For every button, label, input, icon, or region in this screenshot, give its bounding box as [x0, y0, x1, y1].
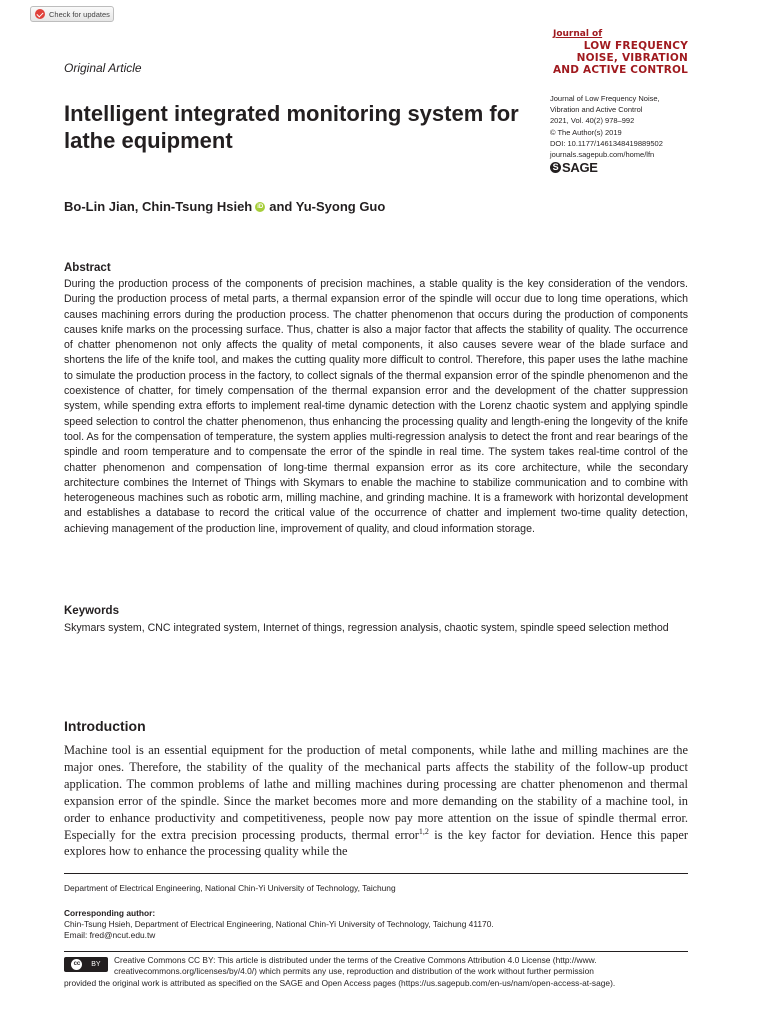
orcid-icon[interactable]: iD	[257, 203, 264, 210]
article-type: Original Article	[64, 61, 142, 75]
journal-logo	[553, 28, 688, 76]
corresponding-heading: Corresponding author:	[64, 908, 156, 918]
journal-logo-of: Journal of	[552, 29, 603, 39]
journal-logo-line3: AND ACTIVE CONTROL	[552, 64, 688, 76]
check-for-updates-button[interactable]	[30, 6, 114, 22]
corresponding-email[interactable]: Email: fred@ncut.edu.tw	[64, 930, 156, 940]
introduction-heading: Introduction	[64, 718, 146, 734]
paper-title: Intelligent integrated monitoring system for lathe equipment	[64, 101, 519, 153]
journal-logo-line2: NOISE, VIBRATION	[576, 52, 688, 64]
check-circle-icon	[35, 9, 45, 19]
meta-volume: 2021, Vol. 40(2) 978–992	[550, 116, 635, 126]
author-list	[64, 199, 385, 214]
check-for-updates-label: Check for updates	[49, 9, 110, 19]
journal-meta	[550, 93, 663, 176]
abstract-text: During the production process of the components of precision machines, a stable quality is the key consideration of the vendors. During the production process of metal parts, a thermal expansion error of the spindle will occur due to long time operations, which causes machining errors during the production process. The chatter phenomenon that occurs during the production of components causes knife marks on the processing surface. Thus, chatter is also a major factor that affects the stability of quality. The occurrence of chatter phenomenon not only affects the quality of metal components, it also causes severe wear of the blade surface and shortens the life of the knife tool, and makes the cutting quality more difficult to control. Therefore, this paper uses the lathe machine to simulate the production process in the factory, to collect signals of the thermal expansion error of the spindle phenomenon and the coexistence of chatter, for timely compensation of the thermal expansion error and the development of the chatter suppression system, while spending extra efforts to implement real-time dynamic detection with the Lorenz chaotic system and applying spindle speed selection to control the chatter phenomenon, thus enhancing the processing quality and length-ening the longevity of the knife tool. As for the compensation of temperature, the system applies multi-regression analysis to detect the front and rear bearings of the spindle and room temperature and to compensate the error of the spindle in real time. The system takes real-time control of the chatter phenomenon and compensation of long-time thermal expansion error as its core architecture, while the secondary architecture combines the Internet of Things with Skymars to enable the machine to stabilize communication and to combine with heterogeneous machines such as robotic arm, milling machine, and grinding machine. It is a framework with horizontal development and establishes a database to record the critical value of the occurrence of chatter and implement two-time quality detection, achieving management of the production line, improvement of quality, and cloud information storage.	[64, 278, 688, 535]
license-divider	[64, 951, 688, 952]
meta-url[interactable]: journals.sagepub.com/home/lfn	[550, 150, 655, 160]
cc-circle-icon: cc	[71, 959, 82, 970]
journal-logo-line1: LOW FREQUENCY	[583, 40, 688, 52]
cc-license-icon[interactable]	[64, 957, 108, 972]
citation-ref[interactable]: 1,2	[418, 826, 429, 836]
sage-logo-text: SAGE	[562, 160, 598, 176]
corresponding-address: Chin-Tsung Hsieh, Department of Electrical Engineering, National Chin-Yi University of Technology, Taichung 41170.	[64, 919, 494, 929]
abstract-heading: Abstract	[64, 262, 111, 274]
license-text-2: provided the original work is attributed as specified on the SAGE and Open Access pages (https://us.sagepub.com/en-us/nam/open-access-at-sage).	[64, 978, 616, 988]
meta-doi[interactable]: DOI: 10.1177/1461348419889502	[550, 138, 663, 148]
introduction-text	[64, 742, 688, 860]
sage-s-icon: S	[550, 162, 561, 173]
meta-copyright: © The Author(s) 2019	[550, 127, 622, 137]
sage-logo	[550, 160, 663, 176]
footer-divider	[64, 873, 688, 874]
keywords-text: Skymars system, CNC integrated system, Internet of things, regression analysis, chaotic system, spindle speed selection method	[64, 622, 669, 634]
authors-first: Bo-Lin Jian, Chin-Tsung Hsieh	[64, 199, 253, 214]
authors-last: and Yu-Syong Guo	[269, 199, 386, 214]
license-text: Creative Commons CC BY: This article is distributed under the terms of the Creative Commons Attribution 4.0 License (http://www. creativecommons.org/licenses/by/4.0/) which permits any use, reproduction and distribution of the work without further permission	[114, 955, 597, 977]
meta-journal-2: Vibration and Active Control	[550, 105, 643, 115]
cc-badge-label: BY	[91, 961, 101, 968]
meta-journal: Journal of Low Frequency Noise,	[550, 94, 660, 103]
intro-text-before: Machine tool is an essential equipment for the production of metal components, while lathe and milling machines are the major ones. Therefore, the stability of the quality of the mechanical parts affects the stability of the follow-up product application. The common problems of lathe and milling machines during processing are chatter phenomenon and thermal expansion error of the spindle. Since the market becomes more and more demanding on the stability of a machine tool, in order to enhance productivity and competitiveness, people now pay more attention on the issue of spindle thermal error. Especially for the extra precision processing products, thermal error	[64, 743, 688, 842]
affiliation: Department of Electrical Engineering, National Chin-Yi University of Technology, Taichung	[64, 883, 396, 893]
keywords-heading: Keywords	[64, 605, 119, 617]
intro-text-after: is the key factor for deviation. Hence this paper explores how to enhance the processing quality while the	[64, 827, 688, 859]
